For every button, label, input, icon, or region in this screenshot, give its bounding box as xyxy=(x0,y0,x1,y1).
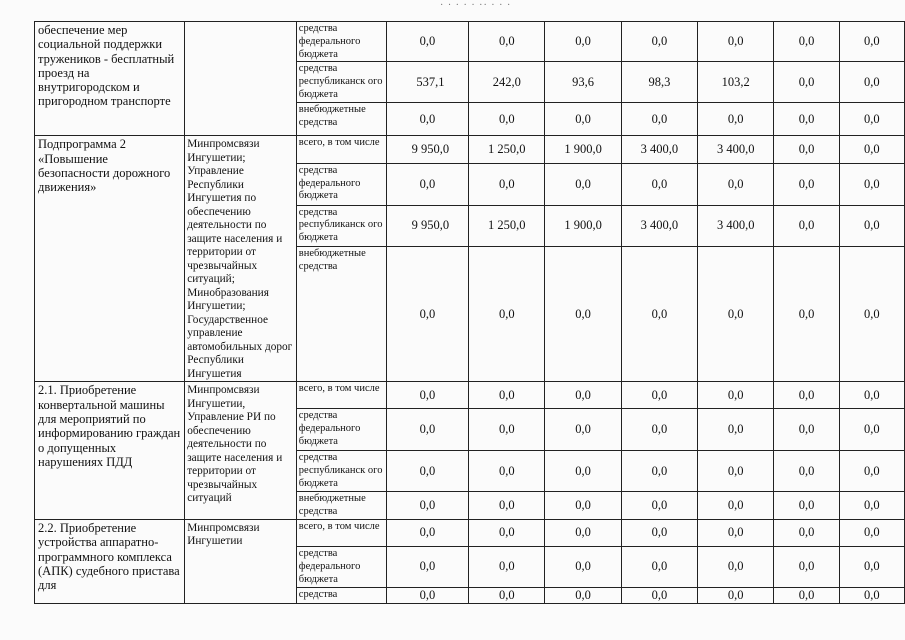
amount-cell: 98,3 xyxy=(621,62,697,103)
amount-cell: 0,0 xyxy=(469,492,545,520)
amount-cell: 0,0 xyxy=(839,546,904,587)
funding-source-cell: средства республиканск ого бюджета xyxy=(296,451,386,492)
funding-source-cell: внебюджетные средства xyxy=(296,492,386,520)
table-row xyxy=(35,136,905,163)
funding-source-cell: всего, в том числе xyxy=(296,136,386,163)
amount-cell: 0,0 xyxy=(839,409,904,451)
funding-source-cell: средства республиканск ого бюджета xyxy=(296,62,386,103)
amount-cell: 0,0 xyxy=(545,22,621,62)
amount-cell: 0,0 xyxy=(774,136,839,163)
funding-source-cell: средства федерального бюджета xyxy=(296,409,386,451)
amount-cell: 0,0 xyxy=(545,247,621,382)
amount-cell: 0,0 xyxy=(386,546,468,587)
amount-cell: 0,0 xyxy=(545,451,621,492)
amount-cell: 0,0 xyxy=(839,103,904,136)
funding-source-cell: всего, в том числе xyxy=(296,382,386,409)
amount-cell: 0,0 xyxy=(698,587,774,603)
amount-cell: 0,0 xyxy=(469,546,545,587)
amount-cell: 0,0 xyxy=(545,519,621,546)
amount-cell: 3 400,0 xyxy=(698,205,774,247)
amount-cell: 1 900,0 xyxy=(545,205,621,247)
amount-cell: 0,0 xyxy=(386,409,468,451)
amount-cell: 0,0 xyxy=(386,519,468,546)
program-name-cell: обеспечение мер социальной поддержки тружеников - бесплатный проезд на внутригородском и пригородном транспорте xyxy=(35,22,185,136)
table-row xyxy=(35,22,905,62)
funding-source-cell: внебюджетные средства xyxy=(296,247,386,382)
responsible-org-cell: Минпромсвязи Ингушетии xyxy=(185,519,297,603)
amount-cell: 0,0 xyxy=(774,22,839,62)
amount-cell: 0,0 xyxy=(839,136,904,163)
amount-cell: 0,0 xyxy=(698,382,774,409)
funding-source-cell: средства республиканск ого бюджета xyxy=(296,205,386,247)
amount-cell: 0,0 xyxy=(774,205,839,247)
amount-cell: 3 400,0 xyxy=(698,136,774,163)
amount-cell: 0,0 xyxy=(774,409,839,451)
funding-source-cell: средства федерального бюджета xyxy=(296,22,386,62)
amount-cell: 0,0 xyxy=(621,163,697,205)
amount-cell: 0,0 xyxy=(698,22,774,62)
amount-cell: 0,0 xyxy=(839,22,904,62)
amount-cell: 0,0 xyxy=(469,519,545,546)
amount-cell: 0,0 xyxy=(839,62,904,103)
amount-cell: 0,0 xyxy=(469,382,545,409)
amount-cell: 0,0 xyxy=(545,382,621,409)
amount-cell: 0,0 xyxy=(386,587,468,603)
amount-cell: 0,0 xyxy=(545,163,621,205)
amount-cell: 0,0 xyxy=(545,546,621,587)
amount-cell: 242,0 xyxy=(469,62,545,103)
amount-cell: 0,0 xyxy=(839,451,904,492)
amount-cell: 0,0 xyxy=(621,546,697,587)
amount-cell: 0,0 xyxy=(469,451,545,492)
amount-cell: 0,0 xyxy=(386,22,468,62)
funding-source-cell: внебюджетные средства xyxy=(296,103,386,136)
amount-cell: 0,0 xyxy=(621,22,697,62)
amount-cell: 0,0 xyxy=(698,519,774,546)
amount-cell: 0,0 xyxy=(621,451,697,492)
amount-cell: 0,0 xyxy=(839,247,904,382)
amount-cell: 0,0 xyxy=(698,163,774,205)
amount-cell: 0,0 xyxy=(839,205,904,247)
amount-cell: 0,0 xyxy=(545,409,621,451)
amount-cell: 0,0 xyxy=(621,382,697,409)
amount-cell: 1 250,0 xyxy=(469,205,545,247)
funding-source-cell: всего, в том числе xyxy=(296,519,386,546)
amount-cell: 93,6 xyxy=(545,62,621,103)
amount-cell: 0,0 xyxy=(386,382,468,409)
budget-table-body xyxy=(35,22,905,604)
amount-cell: 0,0 xyxy=(698,247,774,382)
amount-cell: 0,0 xyxy=(545,492,621,520)
amount-cell: 0,0 xyxy=(621,492,697,520)
amount-cell: 0,0 xyxy=(774,103,839,136)
amount-cell: 3 400,0 xyxy=(621,136,697,163)
amount-cell: 0,0 xyxy=(469,409,545,451)
amount-cell: 1 900,0 xyxy=(545,136,621,163)
amount-cell: 0,0 xyxy=(621,587,697,603)
table-row xyxy=(35,382,905,409)
amount-cell: 3 400,0 xyxy=(621,205,697,247)
amount-cell: 0,0 xyxy=(386,163,468,205)
amount-cell: 537,1 xyxy=(386,62,468,103)
amount-cell: 0,0 xyxy=(698,492,774,520)
amount-cell: 0,0 xyxy=(774,382,839,409)
amount-cell: 0,0 xyxy=(386,451,468,492)
scan-artifact-marks: · · · · · ·· · · · xyxy=(440,0,512,11)
amount-cell: 0,0 xyxy=(621,409,697,451)
amount-cell: 9 950,0 xyxy=(386,136,468,163)
amount-cell: 0,0 xyxy=(698,103,774,136)
amount-cell: 0,0 xyxy=(386,103,468,136)
program-name-cell: Подпрограмма 2 «Повышение безопасности дорожного движения» xyxy=(35,136,185,382)
amount-cell: 0,0 xyxy=(621,103,697,136)
responsible-org-cell: Минпромсвязи Ингушетии, Управление РИ по обеспечению деятельности по защите населения и территории от чрезвычайных ситуаций xyxy=(185,382,297,520)
amount-cell: 0,0 xyxy=(774,451,839,492)
funding-source-cell: средства федерального бюджета xyxy=(296,163,386,205)
program-name-cell: 2.2. Приобретение устройства аппаратно-программного комплекса (АПК) судебного пристава для xyxy=(35,519,185,603)
amount-cell: 0,0 xyxy=(545,587,621,603)
amount-cell: 0,0 xyxy=(698,546,774,587)
amount-cell: 0,0 xyxy=(774,492,839,520)
amount-cell: 0,0 xyxy=(621,247,697,382)
amount-cell: 0,0 xyxy=(469,22,545,62)
amount-cell: 0,0 xyxy=(839,492,904,520)
funding-source-cell: средства федерального бюджета xyxy=(296,546,386,587)
amount-cell: 0,0 xyxy=(469,103,545,136)
amount-cell: 0,0 xyxy=(774,247,839,382)
amount-cell: 0,0 xyxy=(774,163,839,205)
responsible-org-cell: Минпромсвязи Ингушетии; Управление Республики Ингушетия по обеспечению деятельности по защите населения и территории от чрезвычайных ситуаций; Минобразования Ингушетии; Государственное управление автомобильных дорог Республики Ингушетия xyxy=(185,136,297,382)
amount-cell: 9 950,0 xyxy=(386,205,468,247)
amount-cell: 0,0 xyxy=(386,492,468,520)
amount-cell: 1 250,0 xyxy=(469,136,545,163)
amount-cell: 0,0 xyxy=(839,587,904,603)
amount-cell: 0,0 xyxy=(698,451,774,492)
amount-cell: 0,0 xyxy=(621,519,697,546)
budget-table xyxy=(34,21,905,604)
amount-cell: 0,0 xyxy=(698,409,774,451)
amount-cell: 0,0 xyxy=(545,103,621,136)
amount-cell: 0,0 xyxy=(839,519,904,546)
table-row xyxy=(35,519,905,546)
funding-source-cell: средства xyxy=(296,587,386,603)
amount-cell: 0,0 xyxy=(839,382,904,409)
amount-cell: 0,0 xyxy=(386,247,468,382)
amount-cell: 0,0 xyxy=(469,247,545,382)
amount-cell: 0,0 xyxy=(774,519,839,546)
amount-cell: 103,2 xyxy=(698,62,774,103)
amount-cell: 0,0 xyxy=(774,587,839,603)
responsible-org-cell xyxy=(185,22,297,136)
amount-cell: 0,0 xyxy=(774,546,839,587)
amount-cell: 0,0 xyxy=(469,587,545,603)
amount-cell: 0,0 xyxy=(839,163,904,205)
amount-cell: 0,0 xyxy=(774,62,839,103)
program-name-cell: 2.1. Приобретение конвертальной машины для мероприятий по информированию граждан о допущенных нарушениях ПДД xyxy=(35,382,185,520)
amount-cell: 0,0 xyxy=(469,163,545,205)
